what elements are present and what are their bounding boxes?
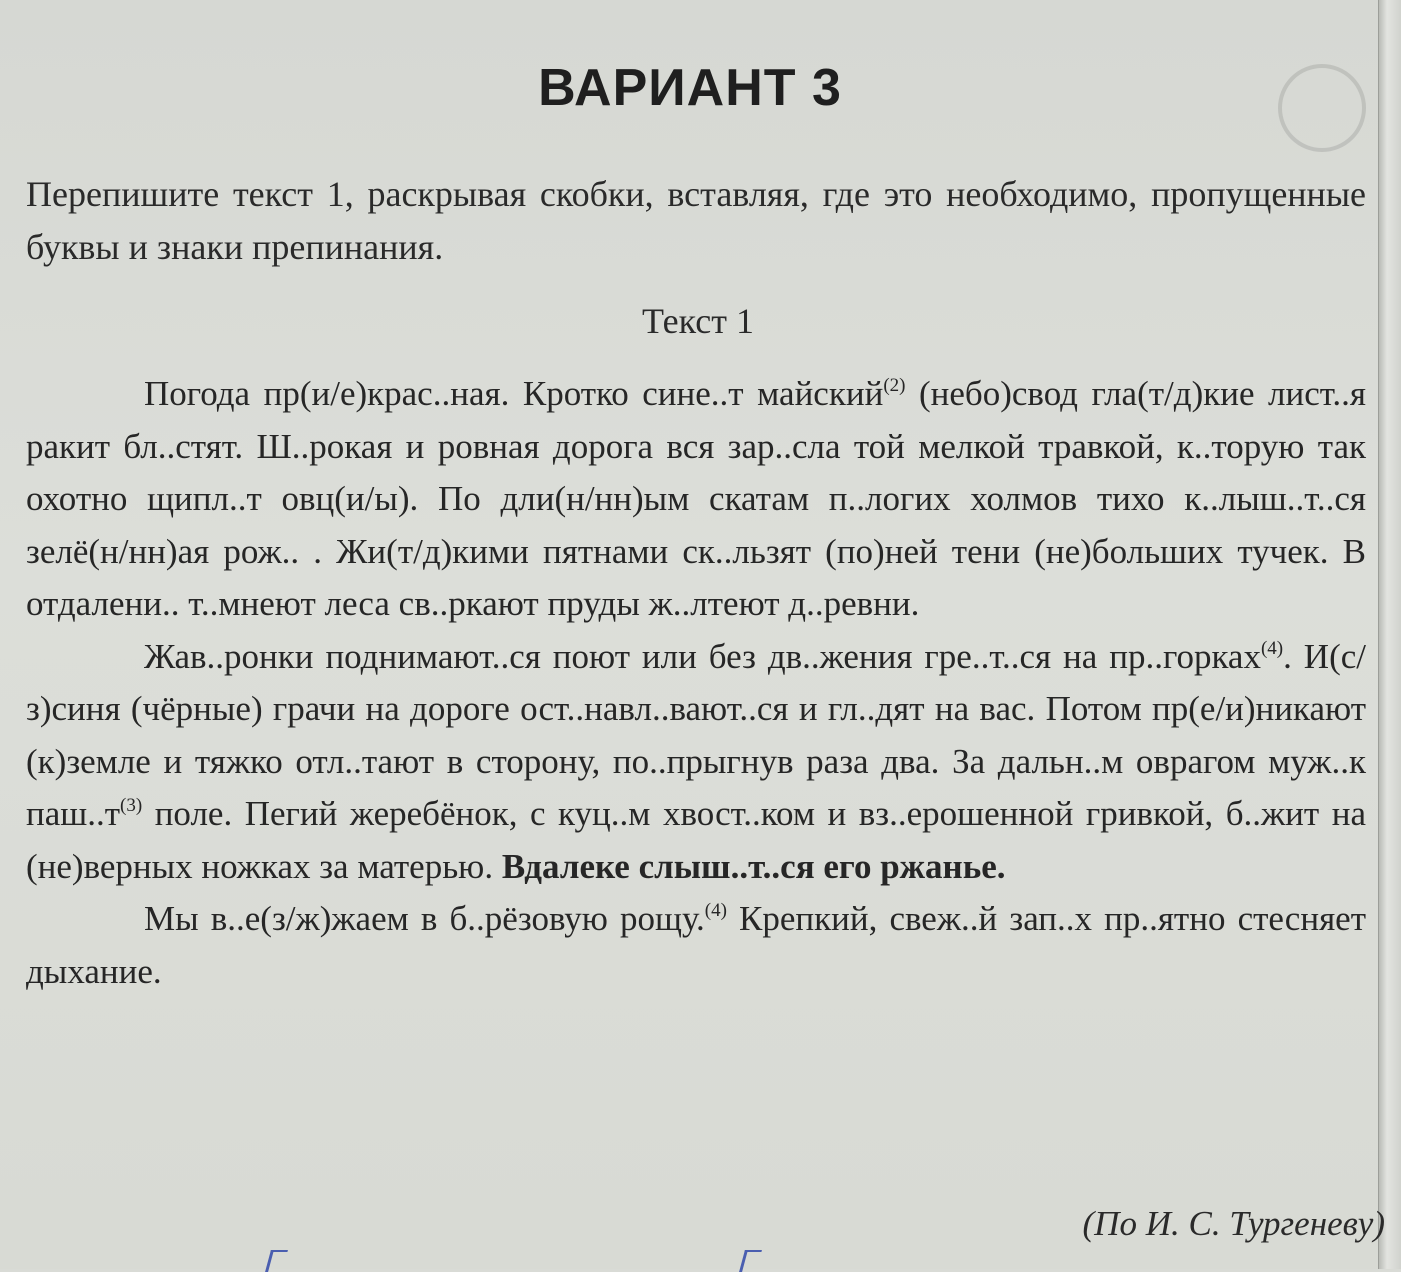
page-edge [1378, 0, 1401, 1269]
text-title: Текст 1 [642, 301, 754, 341]
footnote-mark: (3) [120, 795, 143, 816]
paragraph-2 [26, 631, 1366, 894]
paragraph-2-part-c: поле. Пегий жеребёнок, с куц..м хвост..ком и вз..ерошенной гривкой, б..жит на (не)верных ножках за матерью. [26, 794, 1366, 886]
author-attribution: (По И. С. Тургеневу) [1082, 1204, 1385, 1243]
paragraph-1 [26, 368, 1366, 631]
paragraph-3-part-b: Крепкий, свеж..й зап..х пр..ятно стесняет дыхание. [26, 899, 1366, 991]
paragraph-2-part-b: . И(с/з)синя (чёрные) грачи на дороге ост..навл..вают..ся и гл..дят на вас. Потом пр(е/и)никают (к)земле и тяжко отл..тают в сторону, по..прыгнув раза два. За дальн..м оврагом муж..к паш..т [26, 636, 1366, 833]
footnote-mark: (4) [1260, 637, 1284, 659]
bold-sentence: Вдалеке слыш..т..ся его ржанье. [501, 846, 1006, 886]
variant-title: ВАРИАНТ 3 [538, 59, 842, 117]
text-body [26, 368, 1366, 998]
paragraph-3-part-a: Мы в..е(з/ж)жаем в б..рёзовую рощу. [144, 899, 705, 938]
paragraph-2-part-a: Жав..ронки поднимают..ся поют или без дв..жения гре..т..ся на пр..горках [144, 636, 1261, 676]
footnote-mark: (4) [704, 900, 727, 921]
footnote-mark: (2) [883, 375, 906, 396]
paragraph-1-part-a: Погода пр(и/е)крас..ная. Кротко сине..т майский [144, 374, 884, 413]
paragraph-3 [26, 893, 1366, 998]
paragraph-1-part-b: (небо)свод гла(т/д)кие лист..я ракит бл..стят. Ш..рокая и ровная дорога вся зар..сла той мелкой травкой, к..торую так охотно щипл..т овц(и/ы). По дли(н/нн)ым скатам п..логих холмов тихо к..лыш..т..ся зелё(н/нн)ая рож.. . Жи(т/д)кими пятнами ск..льзят (по)ней тени (не)больших тучек. В отдалени.. т..мнеют леса св..ркают пруды ж..лтеют д..ревни. [26, 374, 1367, 623]
instruction-text: Перепишите текст 1, раскрывая скобки, вставляя, где это необходимо, пропущенные буквы и знаки препинания. [26, 174, 1366, 267]
